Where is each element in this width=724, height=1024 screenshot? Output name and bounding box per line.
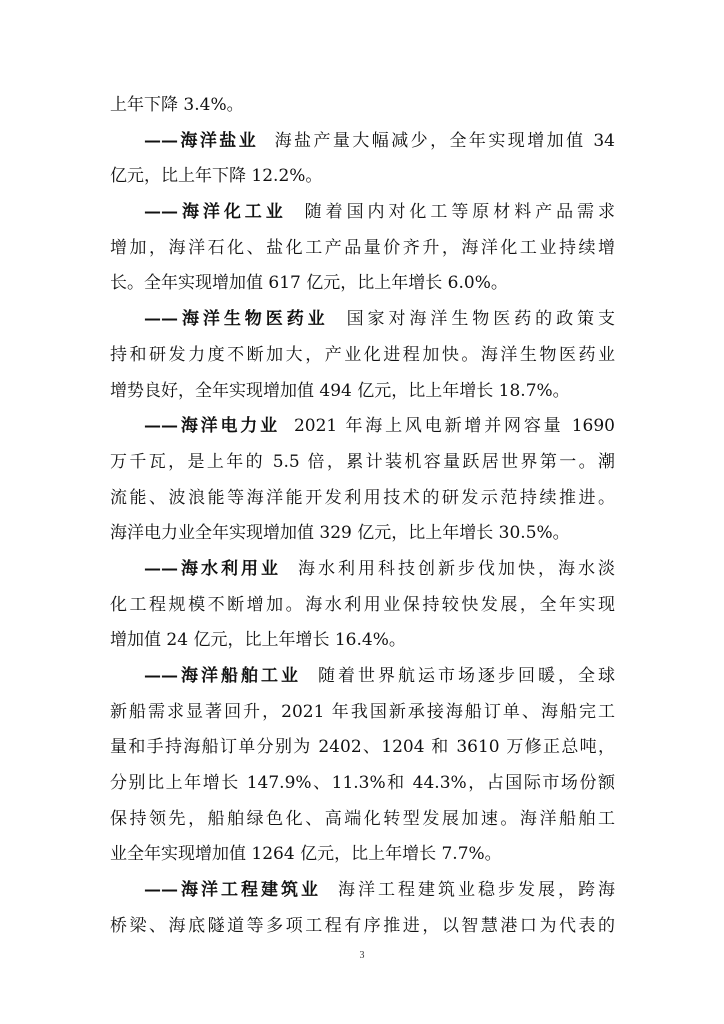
paragraph-first-line [110,302,615,338]
section-heading-marine-power: ——海洋电力业 [144,416,280,437]
text-line: 保持领先，船舶绿色化、高端化转型发展加速。海洋船舶工 [110,808,615,829]
text-line: 海洋电力业全年实现增加值 329 亿元，比上年增长 30.5%。 [110,523,570,544]
text-line: 2021 年海上风电新增并网容量 1690 [293,416,615,437]
text-line: 增势良好，全年实现增加值 494 亿元，比上年增长 18.7%。 [110,380,570,401]
text-line: 化工程规模不断增加。海水利用业保持较快发展，全年实现 [110,594,615,615]
text-line: 国家对海洋生物医药的政策支 [342,309,616,330]
text-line: 万千瓦，是上年的 5.5 倍，累计装机容量跃居世界第一。潮 [110,451,615,472]
page-number: 3 [359,950,365,961]
text-line: 海盐产量大幅减少，全年实现增加值 34 [272,130,615,151]
paragraph-first-line [110,552,615,588]
section-heading-seawater-use: ——海水利用业 [144,558,281,579]
text-line: 增加值 24 亿元，比上年增长 16.4%。 [110,630,406,651]
text-line: 流能、波浪能等海洋能开发利用技术的研发示范持续推进。 [110,487,615,508]
text-line: 随着世界航运市场逐步回暖，全球 [315,666,615,686]
paragraph-first-line [110,195,615,231]
section-heading-marine-biomedicine: ——海洋生物医药业 [144,309,329,330]
paragraph-first-line [110,873,615,909]
document-body [110,88,615,945]
text-line: 持和研发力度不断加大，产业化进程加快。海洋生物医药业 [110,344,615,365]
section-heading-marine-engineering: ——海洋工程建筑业 [144,880,321,901]
text-line: 新船需求显著回升，2021 年我国新承接海船订单、海船完工 [110,701,615,722]
text-line: 长。全年实现增加值 617 亿元，比上年增长 6.0%。 [110,273,508,294]
text-line: 分别比上年增长 147.9%、11.3%和 44.3%，占国际市场份额 [110,773,615,794]
text-line: 桥梁、海底隧道等多项工程有序推进，以智慧港口为代表的 [110,915,615,936]
text-line: 海洋工程建筑业稳步发展，跨海 [335,880,615,901]
text-line: 随着国内对化工等原材料产品需求 [300,202,616,223]
text-line: 业全年实现增加值 1264 亿元，比上年增长 7.7%。 [110,844,502,865]
paragraph-first-line [110,124,615,160]
text-line: 亿元，比上年下降 12.2%。 [110,166,323,187]
section-heading-sea-salt: ——海洋盐业 [144,130,259,151]
text-line: 增加，海洋石化、盐化工产品量价齐升，海洋化工业持续增 [110,237,615,258]
paragraph-first-line [110,409,615,445]
paragraph-first-line [110,659,615,695]
section-heading-marine-chemical: ——海洋化工业 [144,202,287,223]
text-line: 上年下降 3.4%。 [110,95,244,115]
text-line: 海水利用科技创新步伐加快，海水淡 [295,558,615,579]
section-heading-shipbuilding: ——海洋船舶工业 [144,666,301,686]
text-line: 量和手持海船订单分别为 2402、1204 和 3610 万修正总吨， [110,737,615,758]
